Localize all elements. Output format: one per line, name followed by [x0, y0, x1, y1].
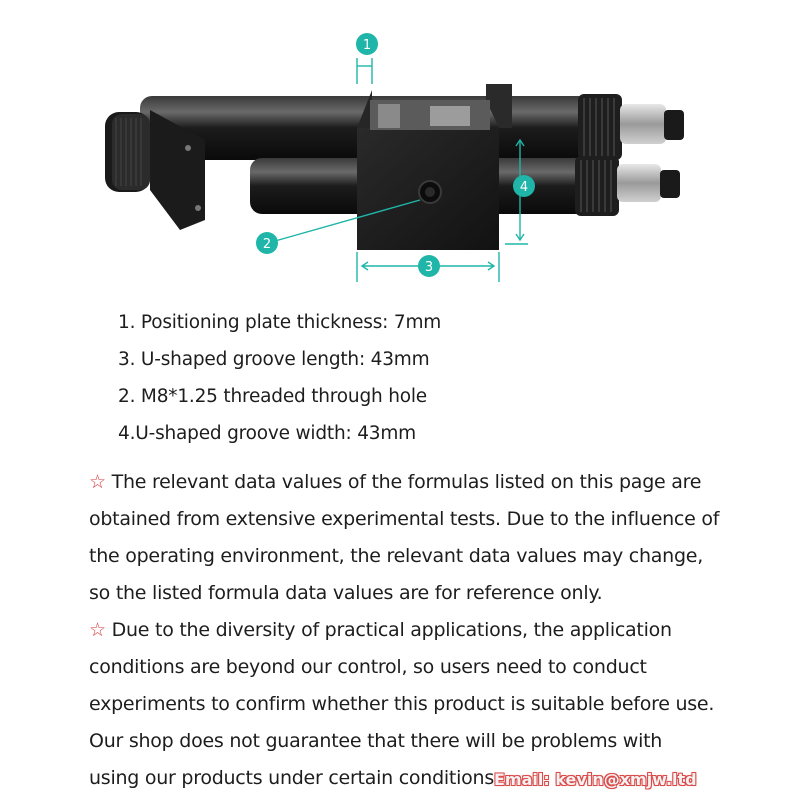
- note-2-line-1: ☆ Due to the diversity of practical applications, the application: [89, 619, 672, 641]
- positioning-block: [357, 84, 512, 250]
- note-2-line-2: conditions are beyond our control, so users need to conduct: [89, 656, 647, 678]
- callout-3: [418, 255, 440, 277]
- email-watermark: Email: kevin@xmjw.ltd: [494, 770, 697, 789]
- note-2-line-4: Our shop does not guarantee that there will be problems with: [89, 730, 663, 752]
- note-2-line-5: using our products under certain conditions.: [89, 767, 500, 789]
- callout-2: [256, 232, 278, 254]
- callout-2-label: 2: [262, 237, 272, 252]
- callout-4-label: 4: [519, 180, 529, 195]
- callout-4: [513, 175, 535, 197]
- spec-item-3: 3. U-shaped groove length: 43mm: [118, 349, 430, 370]
- star-icon: ☆: [89, 619, 106, 641]
- callout-1: [356, 33, 378, 55]
- star-icon: ☆: [89, 471, 106, 493]
- callout-1-label: 1: [362, 38, 372, 53]
- note-1-line-3: the operating environment, the relevant data values may change,: [89, 545, 704, 567]
- spec-item-1: 1. Positioning plate thickness: 7mm: [118, 312, 442, 333]
- callout-3-label: 3: [424, 260, 434, 275]
- spec-item-2: 2. M8*1.25 threaded through hole: [118, 386, 427, 407]
- spec-item-4: 4.U-shaped groove width: 43mm: [118, 423, 416, 444]
- note-2-line-3: experiments to confirm whether this product is suitable before use.: [89, 693, 715, 715]
- note-1-line-2: obtained from extensive experimental tests. Due to the influence of: [89, 508, 720, 530]
- product-figure: [0, 0, 800, 300]
- note-1-line-4: so the listed formula data values are for reference only.: [89, 582, 603, 604]
- note-1-line-1: ☆ The relevant data values of the formulas listed on this page are: [89, 471, 702, 493]
